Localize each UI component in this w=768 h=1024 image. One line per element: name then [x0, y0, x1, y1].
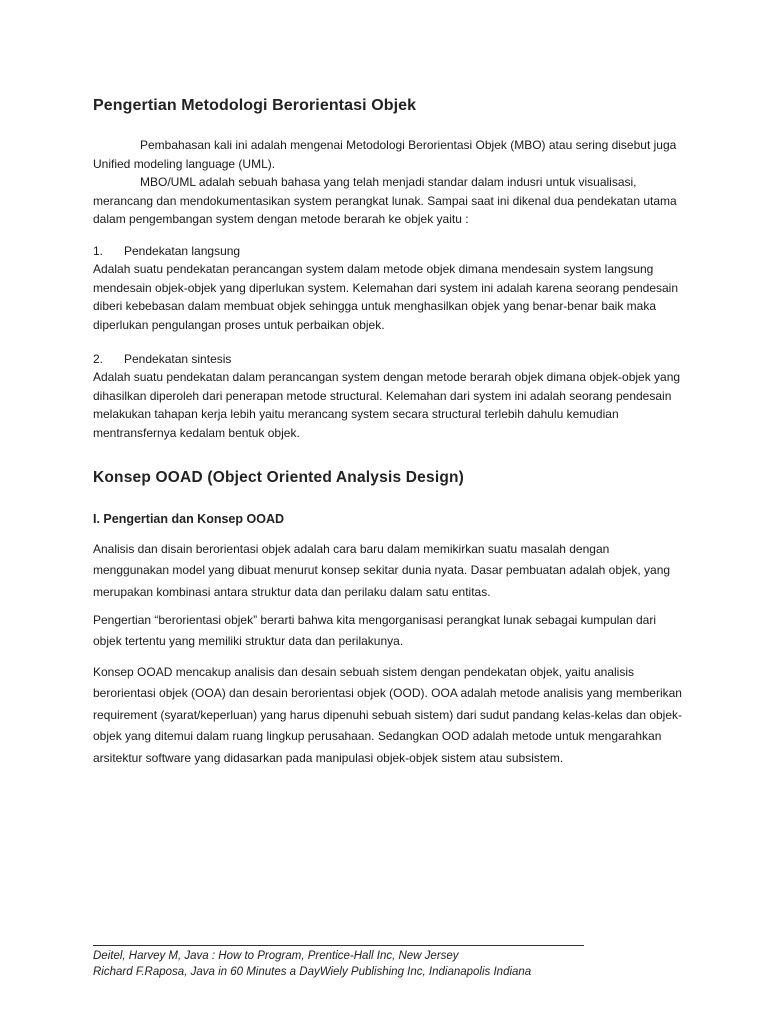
list-item-pendekatan-langsung	[93, 242, 685, 261]
footnote-ref-raposa: Richard F.Raposa, Java in 60 Minutes a DayWiely Publishing Inc, Indianapolis Indiana	[93, 966, 532, 978]
paragraph-pendekatan-langsung: Adalah suatu pendekatan perancangan system dalam metode objek dimana mendesain system langsung mendesain objek-objek yang diperlukan system. Kelemahan dari system ini adalah karena seorang pendesain diberi kebebasan dalam membuat objek sehingga untuk menghasilkan objek yang benar-benar baik maka diperlukan pengulangan proses untuk perbaikan objek.	[93, 262, 679, 332]
paragraph-berorientasi-objek: Pengertian “berorientasi objek” berarti bahwa kita mengorganisasi perangkat lunak sebagai kumpulan dari objek tertentu yang memiliki struktur data dan perilakunya.	[93, 613, 656, 649]
paragraph-pendekatan-sintesis: Adalah suatu pendekatan dalam perancangan system dengan metode berarah objek dimana objek-objek yang dihasilkan diperoleh dari penerapan metode structural. Kelemahan dari system ini adalah seorang pendesain melakukan tahapan kerja lebih yaitu merancang system secara structural terlebih dahulu kemudian mentransfernya kedalam bentuk objek.	[93, 370, 681, 440]
subsection-title-ooad: I. Pengertian dan Konsep OOAD	[93, 512, 284, 526]
list-item-label: Pendekatan langsung	[124, 244, 241, 258]
footnote-divider	[93, 945, 584, 946]
footnote-ref-deitel: Deitel, Harvey M, Java : How to Program, Prentice-Hall Inc, New Jersey	[93, 950, 459, 962]
list-number: 1.	[93, 244, 104, 258]
paragraph-mbo-uml: MBO/UML adalah sebuah bahasa yang telah menjadi standar dalam indusri untuk visualisasi, merancang dan mendokumentasikan system perangkat lunak. Sampai saat ini dikenal dua pendekatan utama dalam pengembangan system dengan metode berarah ke objek yaitu :	[93, 175, 677, 226]
list-item-label: Pendekatan sintesis	[124, 352, 232, 366]
section-title-ooad: Konsep OOAD (Object Oriented Analysis Design)	[93, 469, 465, 486]
paragraph-mbo-intro: Pembahasan kali ini adalah mengenai Metodologi Berorientasi Objek (MBO) atau sering disebut juga Unified modeling language (UML).	[93, 138, 677, 171]
list-number: 2.	[93, 352, 104, 366]
paragraph-konsep-ooad: Konsep OOAD mencakup analisis dan desain sebuah sistem dengan pendekatan objek, yaitu analisis berorientasi objek (OOA) dan desain berorientasi objek (OOD). OOA adalah metode analisis yang memberikan requirement (syarat/keperluan) yang harus dipenuhi sebuah sistem) dari sudut pandang kelas-kelas dan objek-objek yang ditemui dalam ruang lingkup perusahaan. Sedangkan OOD adalah metode untuk mengarahkan arsitektur software yang didasarkan pada manipulasi objek-objek sistem atau subsistem.	[93, 665, 683, 765]
paragraph-analisis-disain: Analisis dan disain berorientasi objek adalah cara baru dalam memikirkan suatu masalah dengan menggunakan model yang dibuat menurut konsep sekitar dunia nyata. Dasar pembuatan adalah objek, yang merupakan kombinasi antara struktur data dan perilaku dalam satu entitas.	[93, 542, 671, 599]
list-item-pendekatan-sintesis	[93, 350, 685, 369]
section-title-metodologi: Pengertian Metodologi Berorientasi Objek	[93, 97, 417, 114]
